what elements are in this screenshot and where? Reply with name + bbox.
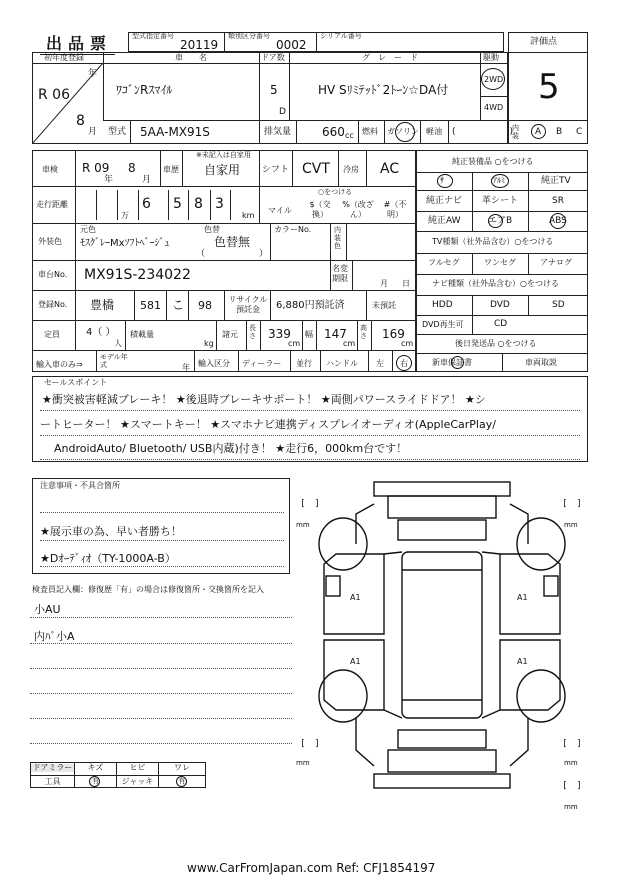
grade-value: HV Sﾘﾐﾃｯﾄﾞ2ﾄｰﾝ☆DA付 xyxy=(318,83,449,97)
mileage-circle-note: ○をつける xyxy=(318,188,353,196)
inspector-line: 小AU xyxy=(34,603,61,616)
windshield xyxy=(398,520,486,540)
inspection-month: 8 xyxy=(128,161,136,175)
later-option: 新車保証書 xyxy=(432,358,472,367)
legend-cell: 有 xyxy=(92,777,99,785)
tire-unit: mm xyxy=(564,759,578,767)
rear-window xyxy=(398,730,486,748)
interior-color-label: 内装色 xyxy=(334,226,341,250)
interior-grade-c: C xyxy=(576,127,583,137)
interior-label: 内装 xyxy=(512,124,519,140)
steering-right-circle xyxy=(396,355,412,371)
footer-reference: www.CarFromJapan.com Ref: CFJ1854197 xyxy=(187,861,436,875)
equip-circle xyxy=(491,174,509,188)
year-unit: 年 xyxy=(88,69,98,79)
repaint-value: 色替無 xyxy=(214,235,251,249)
sales-label: セールスポイント xyxy=(44,378,108,387)
type-value: 5AA-MX91S xyxy=(140,125,210,139)
equip-item: ｱﾙﾐ xyxy=(493,176,505,185)
legend-circle xyxy=(176,776,187,787)
hood xyxy=(388,496,496,518)
vehicle-label: 車 名 xyxy=(175,53,211,62)
history-note: ※未記入は自家用 xyxy=(196,151,251,159)
shift-label: シフト xyxy=(262,165,290,175)
first-reg-label: 初年度登録 xyxy=(44,53,84,62)
load-label: 積載量 xyxy=(130,330,154,339)
type-label: 型式 xyxy=(108,127,127,137)
interior-grade-a: A xyxy=(535,127,542,137)
page-title: 出品票 xyxy=(46,34,113,53)
fuel-diesel: 軽油 xyxy=(426,127,442,136)
name-change-month: 月 xyxy=(380,279,388,288)
right-front-door xyxy=(500,554,560,634)
tv-option: ワンセグ xyxy=(484,258,516,267)
interior-grade-circle xyxy=(531,124,546,139)
height-value: 169 xyxy=(382,327,405,341)
model-no-label: 型式指定番号 xyxy=(132,32,174,40)
navi-option: DVD xyxy=(490,300,510,310)
width-label: 幅 xyxy=(305,330,313,339)
inspection-era: R 09 xyxy=(82,161,110,175)
damage-mark-a1: A1 xyxy=(517,593,528,602)
mileage-digit: 3 xyxy=(215,196,224,212)
drive-4wd: 4WD xyxy=(484,103,504,112)
equip-item: ABS xyxy=(549,216,567,226)
bracket-fl: [ ] xyxy=(300,499,320,509)
displacement-value: 660 xyxy=(322,125,345,139)
navi-option: CD xyxy=(494,319,508,329)
length-unit: cm xyxy=(288,339,301,348)
import-label: 輸入車のみ⇒ xyxy=(36,360,83,369)
model-no-value: 20119 xyxy=(180,38,219,52)
tire-rear-left xyxy=(319,670,367,722)
fuel-gas-circle xyxy=(395,122,415,142)
recycle-amount: 6,880円預託済 xyxy=(276,300,345,311)
doors-value: 5 xyxy=(270,83,278,97)
mileage-man: 6 xyxy=(142,196,151,212)
car-damage-diagram xyxy=(296,474,596,814)
legend-circle xyxy=(89,776,100,787)
legend-cell: 工具 xyxy=(44,777,61,786)
roof xyxy=(402,552,482,718)
model-year-label: モデル年式 xyxy=(100,353,128,369)
width-value: 147 xyxy=(324,327,347,341)
history-value: 自家用 xyxy=(204,163,241,177)
plate-number: 98 xyxy=(198,299,212,312)
first-reg-era: R 06 xyxy=(38,87,70,103)
bracket-spare: [ ] xyxy=(562,781,582,791)
equip-item: 純正TV xyxy=(541,176,571,186)
tire-unit: mm xyxy=(564,803,578,811)
plate-area: 豊橋 xyxy=(90,298,115,312)
genuine-label: 純正装備品 ○をつける xyxy=(452,157,534,166)
tv-label: TV種類（社外品含む）○をつける xyxy=(432,237,554,246)
damage-mark-a1: A1 xyxy=(517,657,528,666)
fuel-label: 燃料 xyxy=(362,127,378,136)
tire-rear-right xyxy=(517,670,565,722)
legend-cell: キズ xyxy=(87,763,104,772)
right-rear-door xyxy=(500,640,560,710)
length-value: 339 xyxy=(268,327,291,341)
displacement-label: 排気量 xyxy=(264,127,292,137)
mileage-digit: 5 xyxy=(173,196,182,212)
inspection-month-unit: 月 xyxy=(142,175,152,185)
bracket-fr: [ ] xyxy=(562,499,582,509)
plate-class: 581 xyxy=(140,299,161,312)
equip-item: エアB xyxy=(488,216,513,226)
name-change-day: 日 xyxy=(402,279,410,288)
mileage-tamper: %（改ざん） xyxy=(342,200,374,219)
recycle-unpaid: 未預託 xyxy=(372,301,396,310)
inspector-label: 検査員記入欄：修復歴「有」の場合は修復箇所・交換箇所を記入 xyxy=(32,585,264,594)
navi-option: DVD再生可 xyxy=(422,320,464,329)
notes-line: ★Dｵｰﾃﾞｨｵ（TY-1000A-B） xyxy=(40,552,176,565)
tire-unit: mm xyxy=(296,521,310,529)
equip-item: 純正ナビ xyxy=(426,196,463,206)
equip-item: ｻ xyxy=(440,176,444,185)
steering-left: 左 xyxy=(376,359,384,368)
left-rear-door xyxy=(324,640,384,710)
later-circle xyxy=(451,356,464,369)
rear-fenders xyxy=(356,718,528,766)
rating-label: 評価点 xyxy=(530,37,558,47)
height-unit: cm xyxy=(401,339,414,348)
first-reg-month: 8 xyxy=(76,113,85,129)
load-unit: kg xyxy=(204,339,214,348)
height-label: 高さ xyxy=(360,324,367,340)
capacity-unit: 人 xyxy=(114,339,122,348)
later-option: 車両取説 xyxy=(525,358,557,367)
legend-cell: ワレ xyxy=(174,763,190,772)
front-fenders xyxy=(356,504,528,544)
class-no-label: 類別区分番号 xyxy=(228,32,270,40)
serial-label: シリアル番号 xyxy=(320,32,362,40)
history-label: 車歴 xyxy=(163,165,179,174)
inspection-label: 車検 xyxy=(42,165,58,174)
import-dealer: ディーラー xyxy=(242,359,282,368)
original-color: ﾓｽｸﾞﾚｰMxｿﾌﾄﾍﾞｰｼﾞｭ xyxy=(80,238,170,249)
legend-cell: ドアミラー xyxy=(32,763,73,772)
ac-value: AC xyxy=(380,161,400,177)
legend-cell: 有 xyxy=(178,777,186,785)
mirror-right xyxy=(544,576,558,596)
drive-2wd-circle xyxy=(481,68,505,90)
notes-line: ★展示車の為、早い者勝ち！ xyxy=(40,525,182,538)
fuel-gas: ガソリン xyxy=(387,127,419,136)
mileage-mile: マイル xyxy=(268,206,292,215)
original-color-label: 元色 xyxy=(80,225,96,234)
damage-mark-a1: A1 xyxy=(350,657,361,666)
equip-item: 純正AW xyxy=(428,216,461,226)
width-unit: cm xyxy=(343,339,356,348)
cc-unit: cc xyxy=(345,131,354,140)
later-label: 後日発送品 ○をつける xyxy=(455,339,537,348)
grade-label: グ レ ー ド xyxy=(362,53,418,62)
mileage-digit: 8 xyxy=(194,196,203,212)
equip-item: 革シート xyxy=(482,196,519,206)
dims-label: 諸元 xyxy=(222,330,238,339)
inspection-year-unit: 年 xyxy=(104,175,114,185)
drive-2wd: 2WD xyxy=(484,75,504,84)
equip-circle xyxy=(437,174,453,188)
import-parallel: 並行 xyxy=(296,359,312,368)
plate-label: 登録No. xyxy=(38,300,68,309)
mirror-left xyxy=(326,576,340,596)
month-unit: 月 xyxy=(88,127,98,137)
model-year-unit: 年 xyxy=(182,363,190,372)
mileage-unknown: #（不明） xyxy=(383,200,407,219)
legend-cell: ヒビ xyxy=(129,763,146,772)
sales-line: AndroidAuto/ Bluetooth/ USB内蔵)付き！ ★走行6，000km台です！ xyxy=(54,442,408,455)
repaint-label: 色替 xyxy=(204,225,220,234)
shift-value: CVT xyxy=(302,161,330,177)
door-type: D xyxy=(279,107,286,117)
rating-value: 5 xyxy=(538,67,560,107)
bracket-rr: [ ] xyxy=(562,739,582,749)
ac-label: 冷房 xyxy=(343,165,359,174)
mileage-label: 走行距離 xyxy=(36,200,68,209)
tv-option: フルセグ xyxy=(428,258,460,267)
tire-unit: mm xyxy=(564,521,578,529)
damage-mark-a1: A1 xyxy=(350,593,361,602)
length-label: 長さ xyxy=(249,324,256,340)
equip-item: SR xyxy=(552,196,564,206)
repaint-paren: （ ） xyxy=(196,249,269,259)
inspector-line: 内ﾊﾞ小A xyxy=(34,630,75,643)
sales-line: ★衝突被害軽減ブレーキ！ ★後退時ブレーキサポート！ ★両側パワースライドドア！ ★シ xyxy=(42,393,486,406)
capacity-label: 定員 xyxy=(44,330,60,339)
navi-option: SD xyxy=(552,300,565,310)
equip-circle xyxy=(550,213,566,229)
capacity-value: 4（ ） xyxy=(86,327,116,338)
equip-circle xyxy=(488,214,503,228)
steering-label: ハンドル xyxy=(326,359,358,368)
tire-front-left xyxy=(319,518,367,570)
drive-label: 駆動 xyxy=(483,53,499,62)
color-no-label: カラーNo. xyxy=(274,225,312,234)
notes-label: 注意事項・不具合箇所 xyxy=(40,481,120,490)
first-reg-diagonal xyxy=(32,63,104,144)
tire-front-right xyxy=(517,518,565,570)
plate-kana: こ xyxy=(172,298,185,312)
doors-label: ドア数 xyxy=(261,53,285,62)
sales-line: ートヒーター！ ★スマートキー！ ★スマホナビ連携ディスプレイオーディオ(AppleCarPlay/ xyxy=(40,418,496,431)
mileage-unit: km xyxy=(242,211,255,220)
navi-label: ナビ種類（社外品含む）○をつける xyxy=(432,279,559,288)
name-change-label: 名変期限 xyxy=(332,264,348,283)
chassis-label: 車台No. xyxy=(38,270,68,279)
front-bumper xyxy=(374,482,510,496)
rear-bumper xyxy=(374,774,510,788)
mileage-man-unit: 万 xyxy=(121,211,129,220)
color-label: 外装色 xyxy=(38,237,62,246)
interior-grade-b: B xyxy=(556,127,563,137)
legend-cell: ジャッキ xyxy=(121,777,154,786)
class-no-value: 0002 xyxy=(276,38,307,52)
steering-right: 右 xyxy=(400,359,408,368)
vehicle-name: ﾜｺﾞﾝRｽﾏｲﾙ xyxy=(116,83,173,97)
bracket-rl: [ ] xyxy=(300,739,320,749)
tire-unit: mm xyxy=(296,759,310,767)
navi-option: HDD xyxy=(432,300,453,310)
chassis-value: MX91S-234022 xyxy=(84,267,191,283)
mileage-exchange: $（交換） xyxy=(309,200,331,219)
import-class-label: 輸入区分 xyxy=(198,359,230,368)
tailgate xyxy=(388,750,496,772)
recycle-label: リサイクル預託金 xyxy=(228,295,268,314)
tv-option: アナログ xyxy=(540,258,572,267)
